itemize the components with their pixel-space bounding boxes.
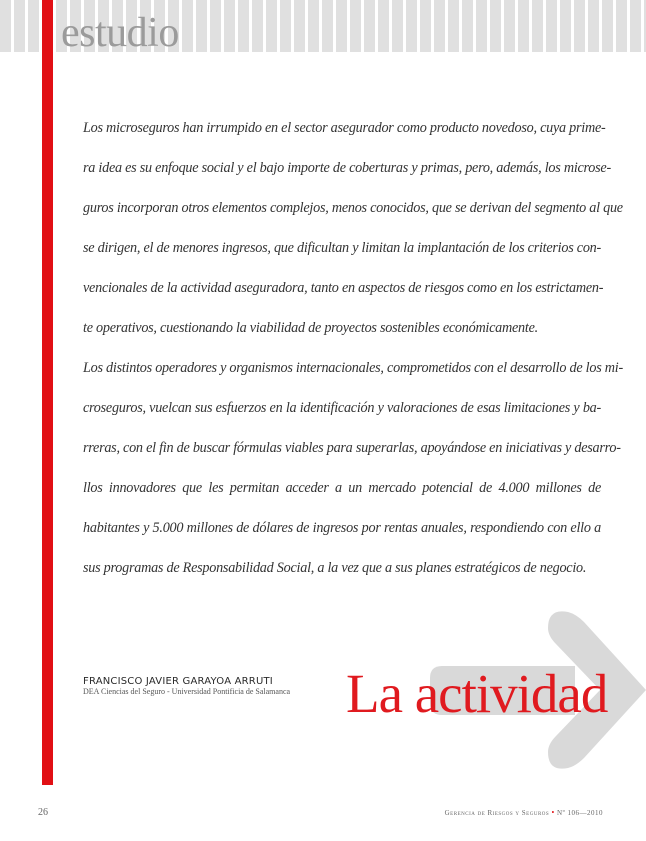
text-line: llos innovadores que les permitan acceder a un mercado potencial de 4.000 millones de <box>83 480 601 496</box>
bullet-separator: • <box>551 808 555 817</box>
text-line: Los distintos operadores y organismos internacionales, comprometidos con el desarrollo de los mi- <box>83 360 623 376</box>
text-line: vencionales de la actividad aseguradora, tanto en aspectos de riesgos como en los estrictamen- <box>83 280 604 296</box>
author-affiliation: DEA Ciencias del Seguro - Universidad Pontificia de Salamanca <box>83 687 291 696</box>
text-line: rreras, con el fin de buscar fórmulas viables para superarlas, apoyándose en iniciativas y desarro- <box>83 440 621 456</box>
text-line: se dirigen, el de menores ingresos, que dificultan y limitan la implantación de los criterios con- <box>83 240 601 256</box>
paragraph-1 <box>83 108 623 348</box>
publication-name: Gerencia de Riesgos y Seguros <box>444 809 550 817</box>
author-name: FRANCISCO JAVIER GARAYOA ARRUTI <box>83 676 273 687</box>
text-line: Los microseguros han irrumpido en el sector asegurador como producto novedoso, cuya prime- <box>83 120 606 136</box>
abstract-text <box>83 108 623 588</box>
page-number: 26 <box>38 807 48 818</box>
text-line: te operativos, cuestionando la viabilidad de proyectos sostenibles económicamente. <box>83 320 538 336</box>
section-label: estudio <box>61 10 179 56</box>
issue-number: Nº 106—2010 <box>557 809 603 817</box>
text-line: ra idea es su enfoque social y el bajo importe de coberturas y primas, pero, además, los microse- <box>83 160 611 176</box>
text-line: sus programas de Responsabilidad Social, a la vez que a sus planes estratégicos de negocio. <box>83 560 587 576</box>
text-line: habitantes y 5.000 millones de dólares de ingresos por rentas anuales, respondiendo con ello a <box>83 520 601 536</box>
text-line: croseguros, vuelcan sus esfuerzos en la identificación y valoraciones de esas limitaciones y ba- <box>83 400 601 416</box>
text-line: guros incorporan otros elementos complejos, menos conocidos, que se derivan del segmento al que <box>83 200 623 216</box>
article-title: La actividad <box>346 663 608 724</box>
publication-footer <box>445 808 603 817</box>
red-margin-bar <box>42 0 53 785</box>
paragraph-2 <box>83 348 623 588</box>
author-block <box>83 676 290 696</box>
